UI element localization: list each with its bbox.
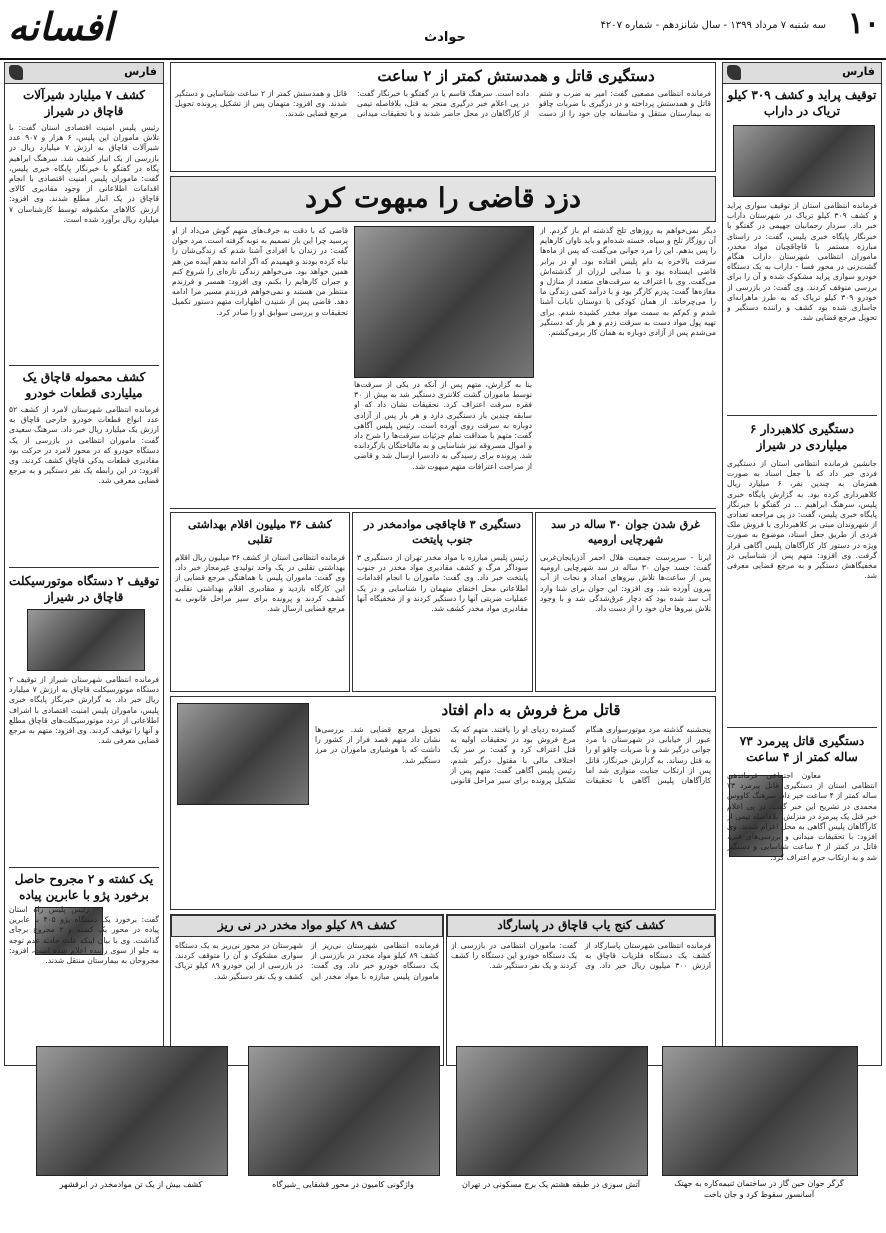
story-body: فرمانده انتظامی شهرستان شیراز از توقیف ۲ دستگاه موتورسیکلت قاچاق به ارزش ۷ میلیارد ریال خبر داد. به گزارش خبرنگار پایگاه خبری پلیس، ماموران پلیس امنیت اقتصادی با اشراف اطلاعاتی از تردد موتورسیکلت‌های قاچاق مطلع و آنها را توقیف کردند. وی افزود: متهم به مرجع قضایی معرفی شد. xyxy=(9,675,159,746)
map-icon xyxy=(727,65,741,80)
photo-caption: آتش سوزی در طبقه هشتم یک برج مسکونی در تهران xyxy=(461,1180,641,1189)
story-title: کشف ۳۶ میلیون اقلام بهداشتی تقلبی xyxy=(188,518,332,546)
left-column xyxy=(4,62,164,1066)
divider xyxy=(727,727,877,728)
story-title: دستگیری قاتل و همدستش کمتر از ۲ ساعت xyxy=(377,67,655,85)
story-title: دستگیری قاتل پیرمرد ۷۳ ساله کمتر از ۴ ساعت xyxy=(739,734,865,764)
story-body: پنجشنبه گذشته مرد موتورسواری هنگام عبور از خیابانی در شهرستان با مرد جوانی درگیر شد و با ضربات چاقو او را به قتل رساند. به گزارش خبرنگار، قاتل پس از ارتکاب جنایت متواری شد اما کارآگاهان پلیس آگاهی با تحقیقات گسترده ردپای او را یافتند. متهم که یک مرغ فروش بود در تحقیقات اولیه به قتل اعتراف کرد و گفت: بر سر یک اختلاف مالی با مقتول درگیر شدم. رئیس پلیس آگاهی گفت: متهم پس از تشکیل پرونده برای سیر مراحل قانونی تحویل مرجع قضایی شد. بررسی‌ها نشان داد متهم قصد فرار از کشور را داشت که با هوشیاری ماموران در مرز دستگیر شد. xyxy=(315,725,711,786)
left-column-bar xyxy=(5,63,163,84)
story-title: کشف ۸۹ کیلو مواد مخدر در نی ریز xyxy=(217,918,397,932)
divider xyxy=(170,508,716,509)
story-box xyxy=(170,914,444,1066)
column-tag: فارس xyxy=(842,65,875,78)
divider xyxy=(9,567,159,568)
story-box xyxy=(170,512,350,692)
story-title: کشف ۷ میلیارد شیرآلات قاچاق در شیراز xyxy=(22,88,146,118)
right-column xyxy=(722,62,882,1066)
divider xyxy=(727,415,877,416)
story-title: دستگیری کلاهبردار ۶ میلیاردی در شیراز xyxy=(749,422,854,452)
main-headline: دزد قاضی را مبهوت کرد xyxy=(170,176,716,222)
right-column-bar xyxy=(723,63,881,84)
date-line: سه شنبه ۷ مرداد ۱۳۹۹ - سال شانزدهم - شماره ۴۲۰۷ xyxy=(600,20,826,31)
story-body: جانشین فرمانده انتظامی استان از دستگیری فردی خبر داد که با جعل اسناد به صورت همزمان به چندین نفر، ۶ میلیارد ریال کلاهبرداری کرده بود. به گزارش پایگاه خبری پلیس، سرهنگ ابراهیم ... در گفتگو با خبرنگار پایگاه خبری پلیس، گفت: در پی مراجعه تعدادی از شهروندان مبنی بر کلاهبرداری با فروش ملک فردی از طریق جعل اسناد، موضوع به صورت ویژه در دستور کار کارآگاهان پلیس آگاهی قرار گرفت. وی افزود: متهم پس از شناسایی در مخفیگاهش دستگیر و به مرجع قضایی معرفی شد. xyxy=(727,459,877,581)
story-box xyxy=(170,696,716,910)
photo-caption: واژگونی کامیون در محور قشقایی _شیرگاه xyxy=(272,1180,414,1189)
story-body: فرمانده انتظامی استان از توقیف سواری پراید و کشف ۳۰۹ کیلو تریاک در شهرستان داراب خبر داد. سردار رحمانیان جهیمی در گفتگو با خبرنگار پایگاه خبری پلیس، گفت: در راستای مبارزه مستمر با قاچاقچیان مواد مخدر، ماموران انتظامی شهرستان داراب هنگام گشت‌زنی در محور فسا - داراب به یک دستگاه خودرو سواری پراید مشکوک شده و آن را برای بررسی متوقف کردند. وی گفت: در بازرسی از خودرو ۳۰۹ کیلو تریاک که به طرز ماهرانه‌ای جاسازی شده بود کشف و راننده دستگیر و تحویل مرجع قضایی شد. xyxy=(727,201,877,323)
page-number: ۱۰ xyxy=(847,6,880,41)
story-title: توقیف پراید و کشف ۳۰۹ کیلو تریاک در داراب xyxy=(727,88,877,118)
photo-building-fire xyxy=(456,1046,648,1176)
top-story xyxy=(170,62,716,172)
newspaper-logo: افسانه xyxy=(8,4,114,49)
story-body: فرمانده انتظامی شهرستان پاسارگاد از کشف یک دستگاه فلزیاب قاچاق به ارزش ۳۰۰ میلیون ریال خبر داد. وی گفت: ماموران انتظامی در بازرسی از یک دستگاه خودرو این دستگاه را کشف کردند و یک نفر دستگیر شد. xyxy=(451,941,711,971)
story-photo xyxy=(27,609,145,671)
photo-elevator-accident xyxy=(662,1046,858,1176)
story-title: کشف کنج یاب قاچاق در پاسارگاد xyxy=(497,918,665,932)
story-title: دستگیری ۳ قاچاقچی موادمخدر در جنوب پایتخت xyxy=(364,518,521,546)
story-body: فرمانده انتظامی استان از کشف ۳۶ میلیون ریال اقلام بهداشتی تقلبی در یک واحد تولیدی غیرمجاز خبر داد. وی گفت: ماموران پلیس با هماهنگی مرجع قضایی از این کارگاه بازدید و مقادیری اقلام بهداشتی تقلبی کشف کردند و پرونده برای سیر مراحل قانونی به مرجع قضایی ارسال شد. xyxy=(175,553,345,614)
story-body: فرمانده انتظامی شهرستان لامرد از کشف ۵۲ عدد انواع قطعات خودرو خارجی قاچاق به ارزش یک میلیارد ریال خبر داد. سرهنگ سعیدی گفت: ماموران انتظامی در بازرسی از یک دستگاه خودرو که در محور لامرد در حرکت بود مقادیری قطعات یدکی قاچاق کشف کردند. وی افزود: در این رابطه یک نفر دستگیر و به مرجع قضایی معرفی شد. xyxy=(9,405,159,486)
main-story-photo xyxy=(354,226,534,378)
column-tag: فارس xyxy=(124,65,157,78)
story-body: رئیس پلیس امنیت اقتصادی استان گفت: با تلاش ماموران این پلیس، ۶ هزار و ۹۰۷ عدد شیرآلات قاچاق به ارزش ۷ میلیارد ریال در بازرسی از یک انبار کشف شد. سرهنگ ابراهیم پگاه در گفتگو با خبرنگار پایگاه خبری پلیس، گفت: ماموران پلیس امنیت اقتصادی با انجام اقدامات اطلاعاتی از وجود مقادیری کالای قاچاق در یک انبار مطلع شدند. وی افزود: ارزش کالاهای مکشوفه توسط کارشناسان ۷ میلیارد ریال برآورد شده است. xyxy=(9,123,159,224)
story-box xyxy=(446,914,716,1066)
story-body: فرمانده انتظامی شهرستان نی‌ریز از کشف ۸۹ کیلو مواد مخدر در بازرسی از یک دستگاه خودرو خبر داد. وی گفت: ماموران پلیس مبارزه با مواد مخدر این شهرستان در محور نی‌ریز به یک دستگاه سواری مشکوک و آن را متوقف کردند. در بازرسی از این خودرو ۸۹ کیلو تریاک کشف و یک نفر دستگیر شد. xyxy=(175,941,439,981)
story-body: رئیس پلیس مبارزه با مواد مخدر تهران از دستگیری ۳ سوداگر مرگ و کشف مقادیری مواد مخدر در جنوب پایتخت خبر داد. وی گفت: ماموران با انجام اقدامات اطلاعاتی محل اختفای متهمان را شناسایی و در یک عملیات ضربتی آنها را دستگیر کردند و از مخفیگاه آنها مقادیری مواد مخدر کشف شد. xyxy=(357,553,528,614)
story-title: کشف محموله قاچاق یک میلیاردی قطعات خودرو xyxy=(22,370,146,400)
story-box xyxy=(535,512,716,692)
main-story-body-left: قاضی که با دقت به حرف‌های متهم گوش می‌داد از او پرسید چرا این بار تصمیم به توبه گرفته است. مرد جوان گفت: در زندان با افرادی آشنا شدم که زندگی‌شان را تباه کرده بودند و فهمیدم که اگر ادامه بدهم آینده من هم همین خواهد بود. می‌خواهم زندگی تازه‌ای را شروع کنم و جبران کارهایم را بکنم. وی افزود: همسر و فرزندم منتظر من هستند و نمی‌خواهم فرزندم مسیر مرا ادامه دهد. قاضی پس از شنیدن اظهارات متهم دستور تکمیل تحقیقات و بررسی سوابق او را صادر کرد. xyxy=(172,226,348,317)
main-story-body-right: دیگر نمی‌خواهم به روزهای تلخ گذشته ام باز گردم. از آن روزگار تلخ و سیاه. خسته شده‌ام و باید تاوان کارهایم را پس بدهم. این را مرد جوانی می‌گفت که پس از ماه‌ها سرقت بالاخره به دام پلیس افتاده بود. او در برابر قاضی ایستاده بود و با صدایی لرزان از گذشته‌اش می‌گفت. وی با اعتراف به سرقت‌های متعدد از منازل و مغازه‌ها گفت: پدرم کارگر بود و با درآمد کمی زندگی ما را می‌چرخاند. از همان کودکی با دوستان ناباب آشنا شدم و کم‌کم به سمت مواد مخدر کشیده شدم. برای تهیه پول مواد دست به سرقت زدم و هر بار که دستگیر می‌شدم پس از آزادی دوباره به همان کار برمی‌گشتم. xyxy=(540,226,716,338)
map-icon xyxy=(9,65,23,80)
photo-caption: کشف بیش از یک تن موادمخدر در ابرقشهر xyxy=(59,1180,203,1189)
masthead xyxy=(0,0,886,60)
divider xyxy=(9,867,159,868)
story-title: قاتل مرغ فروش به دام افتاد xyxy=(441,701,621,719)
photo-caption: گرگر جوان حین گاز در ساختمان ثنیمه‌کاره به جهتک آسانسور سقوط کرد و جان باخت xyxy=(674,1179,844,1199)
story-body: رئیس پلیس راه استان گفت: برخورد یک دستگاه پژو ۴۰۵ با عابرین پیاده در محور یک کشته و ۲ مجروح برجای گذاشت. وی با بیان اینکه علت حادثه عدم توجه به جلو از سوی راننده اعلام شده است، افزود: مجروحان به بیمارستان منتقل شدند. xyxy=(9,905,159,966)
story-body: ایرنا - سرپرست جمعیت هلال احمر آذربایجان‌غربی گفت: جسد جوان ۳۰ ساله در سد شهرچایی ارومیه پس از ساعت‌ها تلاش نیروهای امداد و نجات از آب بیرون آورده شد. وی افزود: این جوان برای شنا وارد آب سد شده بود که دچار غرق‌شدگی شد و با وجود تلاش نیروها جان خود را از دست داد. xyxy=(540,553,711,614)
story-title: توقیف ۲ دستگاه موتورسیکلت قاچاق در شیراز xyxy=(9,574,159,604)
story-body: معاون اجتماعی فرماندهی انتظامی استان از دستگیری قاتل پیرمرد ۷۳ ساله کمتر از ۴ ساعت خبر داد. سرهنگ کاووس محمدی در تشریح این خبر گفت: در پی اعلام خبر قتل یک پیرمرد در منزلش، بلافاصله تیمی از کارآگاهان پلیس آگاهی به محل اعزام شدند. وی افزود: با تحقیقات میدانی و بررسی‌های فنی، قاتل در کمتر از ۴ ساعت شناسایی و دستگیر شد و به ارتکاب جرم اعتراف کرد. xyxy=(727,771,877,862)
story-box xyxy=(352,512,533,692)
story-photo xyxy=(733,125,875,197)
story-body: فرمانده انتظامی مصعبی گفت: امیر به ضرب و شتم قاتل و همدستش پرداخته و در درگیری با ضربات چاقو به بیمارستان منتقل و متاسفانه جان خود را از دست داده است. سرهنگ قاسم یا در گفتگو با خبرنگار گفت: در پی اعلام خبر درگیری منجر به قتل، بلافاصله تیمی از کارآگاهان در محل حاضر شدند و با تحقیقات میدانی قاتل و همدستش کمتر از ۲ ساعت شناسایی و دستگیر شدند. وی افزود: متهمان پس از تشکیل پرونده تحویل مرجع قضایی شدند. xyxy=(175,89,711,119)
story-title: غرق شدن جوان ۳۰ ساله در سد شهرچایی ارومیه xyxy=(551,518,700,546)
photo-drug-seizure xyxy=(36,1046,228,1176)
section-title: حوادث xyxy=(424,30,466,45)
divider xyxy=(9,365,159,366)
main-story-body-bottom: بنا به گزارش، متهم پس از آنکه در یکی از سرقت‌ها توسط ماموران گشت کلانتری دستگیر شد به بیش از ۳۰ فقره سرقت اعتراف کرد. تحقیقات نشان داد که او سابقه چندین بار دستگیری دارد و هر بار پس از آزادی دوباره به سرقت روی آورده است. رئیس پلیس آگاهی گفت: متهم با صداقت تمام جزئیات سرقت‌ها را شرح داد و اموال مسروقه نیز شناسایی و به مالباختگان بازگردانده شد. پرونده برای رسیدگی به دادسرا ارسال شد و قاضی از صراحت اعترافات متهم مبهوت شد. xyxy=(354,380,532,471)
story-photo xyxy=(177,703,309,805)
photo-truck-overturn xyxy=(248,1046,440,1176)
story-title: یک کشته و ۲ مجروح حاصل برخورد پژو با عابرین پیاده xyxy=(14,872,154,902)
